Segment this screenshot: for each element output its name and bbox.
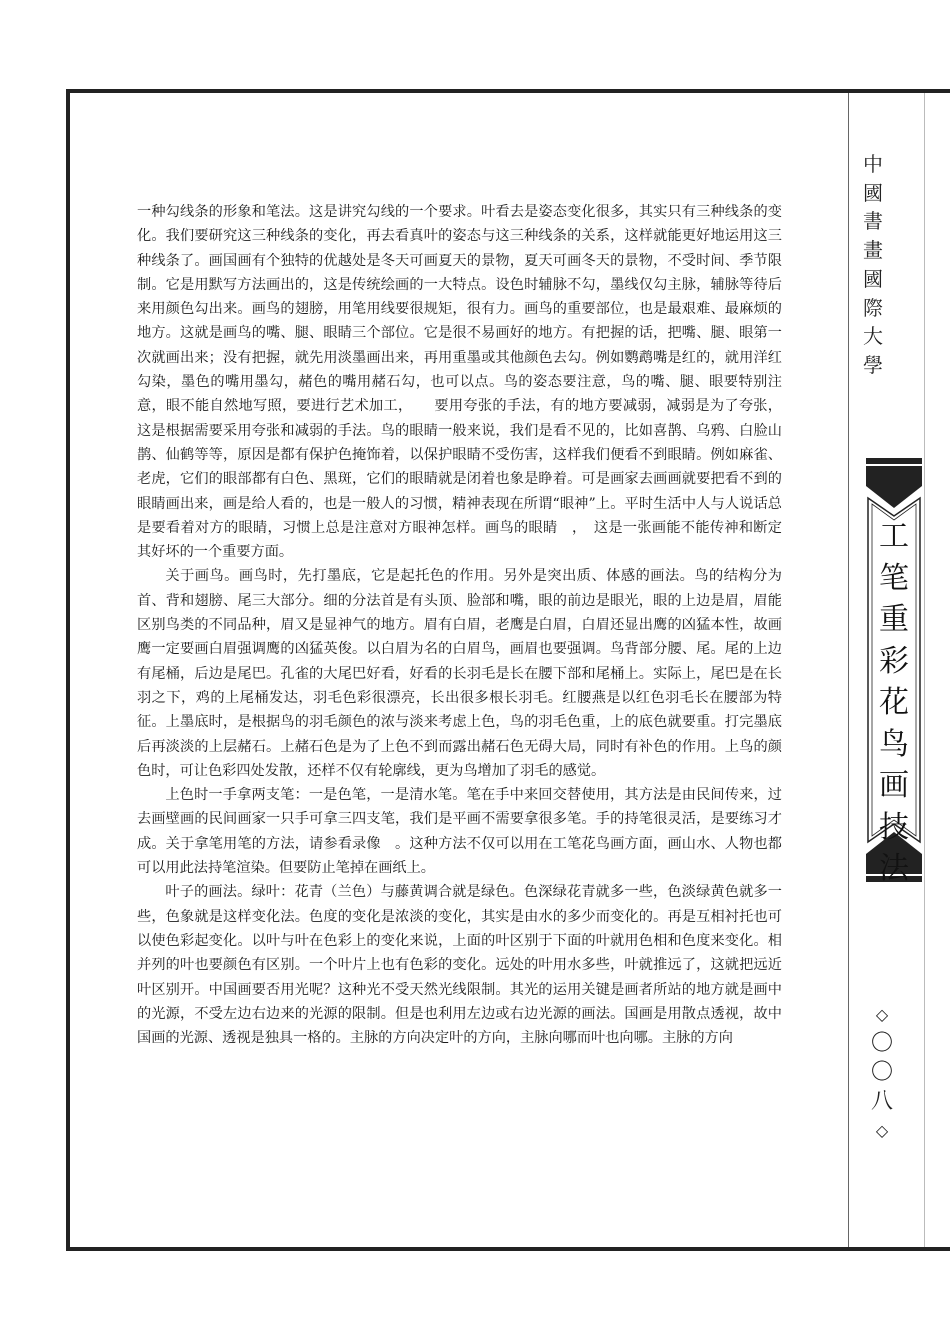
page-frame-top <box>66 89 950 93</box>
publisher-char: 畫 <box>863 238 883 263</box>
page-number <box>862 1000 902 1145</box>
page-marker-bottom: ◇ <box>875 1121 889 1140</box>
body-text <box>137 200 782 1050</box>
book-title <box>866 516 922 890</box>
book-title-char: 彩 <box>879 643 909 679</box>
paragraph-1: 一种勾线条的形象和笔法。这是讲究勾线的一个要求。叶看去是姿态变化很多，其实只有三种线条的变化。我们要研究这三种线条的变化，再去看真叶的姿态与这三种线条的关系，这样就能更好地运用这三种线条了。画国画有个独特的优越处是冬天可画夏天的景物，夏天可画冬天的景物，不受时间、季节限制。它是用默写方法画出的，这是传统绘画的一大特点。设色时辅脉不勾，墨线仅勾主脉，辅脉等待后来用颜色勾出来。画鸟的翅膀，用笔用线要很规矩，很有力。画鸟的重要部位，也是最艰难、最麻烦的地方。这就是画鸟的嘴、腿、眼睛三个部位。它是很不易画好的地方。有把握的话，把嘴、腿、眼第一次就画出来；没有把握，就先用淡墨画出来，再用重墨或其他颜色去勾。例如鹦鹉嘴是红的，就用洋红勾染，墨色的嘴用墨勾，赭色的嘴用赭石勾，也可以点。鸟的姿态要注意，鸟的嘴、腿、眼要特别注意，眼不能自然地写照，要进行艺术加工， 要用夸张的手法，有的地方要减弱，减弱是为了夸张，这是根据需要采用夸张和减弱的手法。鸟的眼睛一般来说，我们是看不见的，比如喜鹊、乌鸦、白脸山鹊、仙鹤等等，原因是都有保护色掩饰着，以保护眼睛不受伤害，这样我们便看不到眼睛。例如麻雀、老虎，它们的眼部都有白色、黑斑，它们的眼睛就是闭着也象是睁着。可是画家去画画就要把看不到的眼睛画出来，画是给人看的，也是一般人的习惯，精神表现在所谓“眼神”上。平时生活中人与人说话总是要看着对方的眼睛，习惯上总是注意对方眼神怎样。画鸟的眼睛 ， 这是一张画能不能传神和断定其好坏的一个重要方面。 <box>137 204 782 561</box>
publisher-char: 書 <box>863 209 883 234</box>
publisher-char: 中 <box>863 152 883 176</box>
publisher-char: 國 <box>863 266 883 291</box>
page-frame-left <box>66 89 70 1251</box>
book-title-char: 工 <box>879 519 909 554</box>
book-title-char: 花 <box>879 685 909 720</box>
page-number-char: 八 <box>870 1089 893 1114</box>
paragraph-4: 叶子的画法。绿叶：花青（兰色）与藤黄调合就是绿色。色深绿花青就多一些，色淡绿黄色就多一些，色象就是这样变化法。色度的变化是浓淡的变化，其实是由水的多少而变化的。再是互相衬托也可以使色彩起变化。以叶与叶在色彩上的变化来说，上面的叶区别于下面的叶就用色相和色度来变化。相并列的叶也要颜色有区别。一个叶片上也有色彩的变化。远处的叶用水多些，叶就推远了，这就把远近叶区别开。中国画要否用光呢？这种光不受天然光线限制。其光的运用关键是画者所站的地方就是画中的光源，不受左边右边来的光源的限制。但是也利用左边或右边光源的画法。国画是用散点透视，故中国画的光源、透视是独具一格的。主脉的方向决定叶的方向，主脉向哪而叶也向哪。主脉的方向 <box>137 884 782 1047</box>
page-number-char: 〇 <box>870 1060 893 1085</box>
page-frame-bottom <box>66 1247 950 1251</box>
page-number-digits <box>862 1029 902 1116</box>
book-title-char: 重 <box>879 602 909 637</box>
book-title-char: 笔 <box>879 560 909 596</box>
book-title-char: 法 <box>879 851 909 886</box>
margin-rule-inner <box>848 93 849 1247</box>
paragraph-2: 关于画鸟。画鸟时，先打墨底，它是起托色的作用。另外是突出质、体感的画法。鸟的结构分为首、背和翅膀、尾三大部分。细的分法首是有头顶、脸部和嘴，眼的前边是眼光，眼的上边是眉，眉能区别鸟类的不同品种，眉又是显神气的地方。眉有白眉，老鹰是白眉，白眉还显出鹰的凶猛本性，故画鹰一定要画白眉强调鹰的凶猛英俊。以白眉为名的白眉鸟，画眉也要强调。鸟背部分腰、尾。尾的上边有尾桶，后边是尾巴。孔雀的大尾巴好看，好看的长羽毛是长在腰下部和尾桶上。实际上，尾巴是在长羽之下，鸡的上尾桶发达，羽毛色彩很漂亮，长出很多根长羽毛。红腰燕是以红色羽毛长在腰部为特征。上墨底时，是根据鸟的羽毛颜色的浓与淡来考虑上色，鸟的羽毛色重，上的底色就要重。打完墨底后再淡淡的上层赭石。上赭石色是为了上色不到而露出赭石色无碍大局，同时有补色的作用。上鸟的颜色时，可让色彩四处发散，还样不仅有轮廓线，更为鸟增加了羽毛的感觉。 <box>137 568 782 779</box>
publisher-char: 國 <box>863 180 883 205</box>
publisher-char: 大 <box>863 324 883 349</box>
book-title-char: 画 <box>879 768 909 803</box>
book-title-panel <box>866 458 922 886</box>
publisher-char: 際 <box>863 295 883 320</box>
publisher-char: 學 <box>863 352 883 377</box>
page-number-char: 〇 <box>870 1031 893 1056</box>
page-marker-top: ◇ <box>875 1005 889 1024</box>
margin-rule-outer <box>924 93 925 1247</box>
paragraph-3: 上色时一手拿两支笔：一是色笔，一是清水笔。笔在手中来回交替使用，其方法是由民间传来，过去画壁画的民间画家一只手可拿三四支笔，我们是平画不需要拿很多笔。手的持笔很灵活，是要练习才成。关于拿笔用笔的方法，请参看录像 。这种方法不仅可以用在工笔花鸟画方面，画山水、人物也都可以用此法持笔渲染。但要防止笔掉在画纸上。 <box>137 787 782 877</box>
publisher-name <box>860 150 886 380</box>
book-title-char: 鸟 <box>879 726 909 762</box>
book-title-char: 技 <box>879 809 909 845</box>
